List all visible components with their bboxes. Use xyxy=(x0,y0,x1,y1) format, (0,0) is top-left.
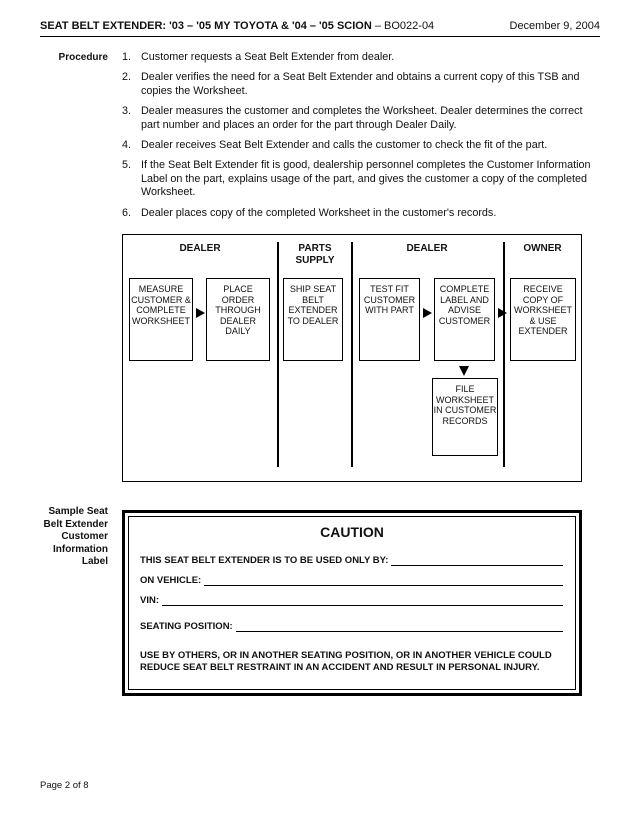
arrow-right-icon xyxy=(196,308,205,318)
label-field-used-by xyxy=(140,555,563,566)
arrow-right-icon xyxy=(498,308,507,318)
fill-line xyxy=(391,555,563,566)
fill-line xyxy=(236,621,563,632)
step-number: 3. xyxy=(122,105,132,118)
flow-step-receive-copy: RECEIVE COPY OF WORKSHEET & USE EXTENDER xyxy=(510,278,576,361)
step-number: 5. xyxy=(122,159,132,172)
document-date: December 9, 2004 xyxy=(509,20,600,32)
arrow-down-icon xyxy=(459,366,469,376)
fill-line xyxy=(204,575,563,586)
title-text: SEAT BELT EXTENDER: '03 – '05 MY TOYOTA & '04 – '05 SCION xyxy=(40,20,372,32)
step-number: 2. xyxy=(122,71,132,84)
label-field-vehicle xyxy=(140,575,563,586)
procedure-step xyxy=(122,159,592,199)
column-header-dealer-2: DEALER xyxy=(406,243,448,254)
step-number: 4. xyxy=(122,139,132,152)
column-divider xyxy=(503,242,505,467)
label-inner-border xyxy=(128,516,576,690)
flow-step-place-order: PLACE ORDER THROUGH DEALER DAILY xyxy=(206,278,270,361)
column-header-owner: OWNER xyxy=(523,243,562,254)
label-field-vin xyxy=(140,595,563,606)
step-text: Dealer verifies the need for a Seat Belt Extender and obtains a current copy of this TSB and copies the Worksheet. xyxy=(141,71,580,97)
process-flowchart xyxy=(122,234,582,482)
flow-step-ship: SHIP SEAT BELT EXTENDER TO DEALER xyxy=(283,278,343,361)
step-text: If the Seat Belt Extender fit is good, dealership personnel completes the Customer Information Label on the part, explains usage of the part, and gives the customer a copy of the completed Worksheet. xyxy=(141,159,591,199)
step-number: 6. xyxy=(122,206,132,219)
step-text: Dealer measures the customer and completes the Worksheet. Dealer determines the correct part number and places an order for the part through Dealer Daily. xyxy=(141,105,583,131)
step-text: Dealer places copy of the completed Worksheet in the customer's records. xyxy=(141,206,497,219)
page-number: Page 2 of 8 xyxy=(40,780,89,791)
page-header xyxy=(40,14,600,37)
procedure-step xyxy=(122,51,592,64)
step-text: Dealer receives Seat Belt Extender and calls the customer to check the fit of the part. xyxy=(141,139,548,152)
column-header-dealer: DEALER xyxy=(179,243,221,254)
step-number: 1. xyxy=(122,51,132,63)
document-title xyxy=(40,20,434,32)
field-label: ON VEHICLE: xyxy=(140,575,202,586)
warning-text: USE BY OTHERS, OR IN ANOTHER SEATING POSITION, OR IN ANOTHER VEHICLE COULD REDUCE SEAT BELT RESTRAINT IN AN ACCIDENT AND RESULT IN PERSONAL INJURY. xyxy=(140,650,552,673)
procedure-steps xyxy=(122,51,592,227)
procedure-label: Procedure xyxy=(58,52,108,63)
flow-step-file-worksheet: FILE WORKSHEET IN CUSTOMER RECORDS xyxy=(432,378,498,456)
flow-step-complete-label: COMPLETE LABEL AND ADVISE CUSTOMER xyxy=(434,278,495,361)
label-field-seating-position xyxy=(140,621,563,632)
field-label: SEATING POSITION: xyxy=(140,621,233,632)
flow-step-measure: MEASURE CUSTOMER & COMPLETE WORKSHEET xyxy=(129,278,193,361)
caution-title: CAUTION xyxy=(320,524,384,540)
procedure-step xyxy=(122,139,592,152)
flow-step-test-fit: TEST FIT CUSTOMER WITH PART xyxy=(359,278,420,361)
tsb-code: – BO022-04 xyxy=(374,20,435,32)
field-label: VIN: xyxy=(140,595,159,606)
customer-information-label xyxy=(122,510,582,696)
column-header-parts-supply: PARTS SUPPLY xyxy=(295,243,335,266)
procedure-step xyxy=(122,105,592,132)
field-label: THIS SEAT BELT EXTENDER IS TO BE USED ONLY BY: xyxy=(140,555,389,566)
sample-label-caption: Sample Seat Belt Extender Customer Information Label xyxy=(43,506,108,567)
column-divider xyxy=(277,242,279,467)
column-divider xyxy=(351,242,353,467)
procedure-step xyxy=(122,207,592,220)
arrow-right-icon xyxy=(423,308,432,318)
fill-line xyxy=(162,595,563,606)
step-text: Customer requests a Seat Belt Extender from dealer. xyxy=(141,51,395,63)
procedure-step xyxy=(122,71,592,98)
